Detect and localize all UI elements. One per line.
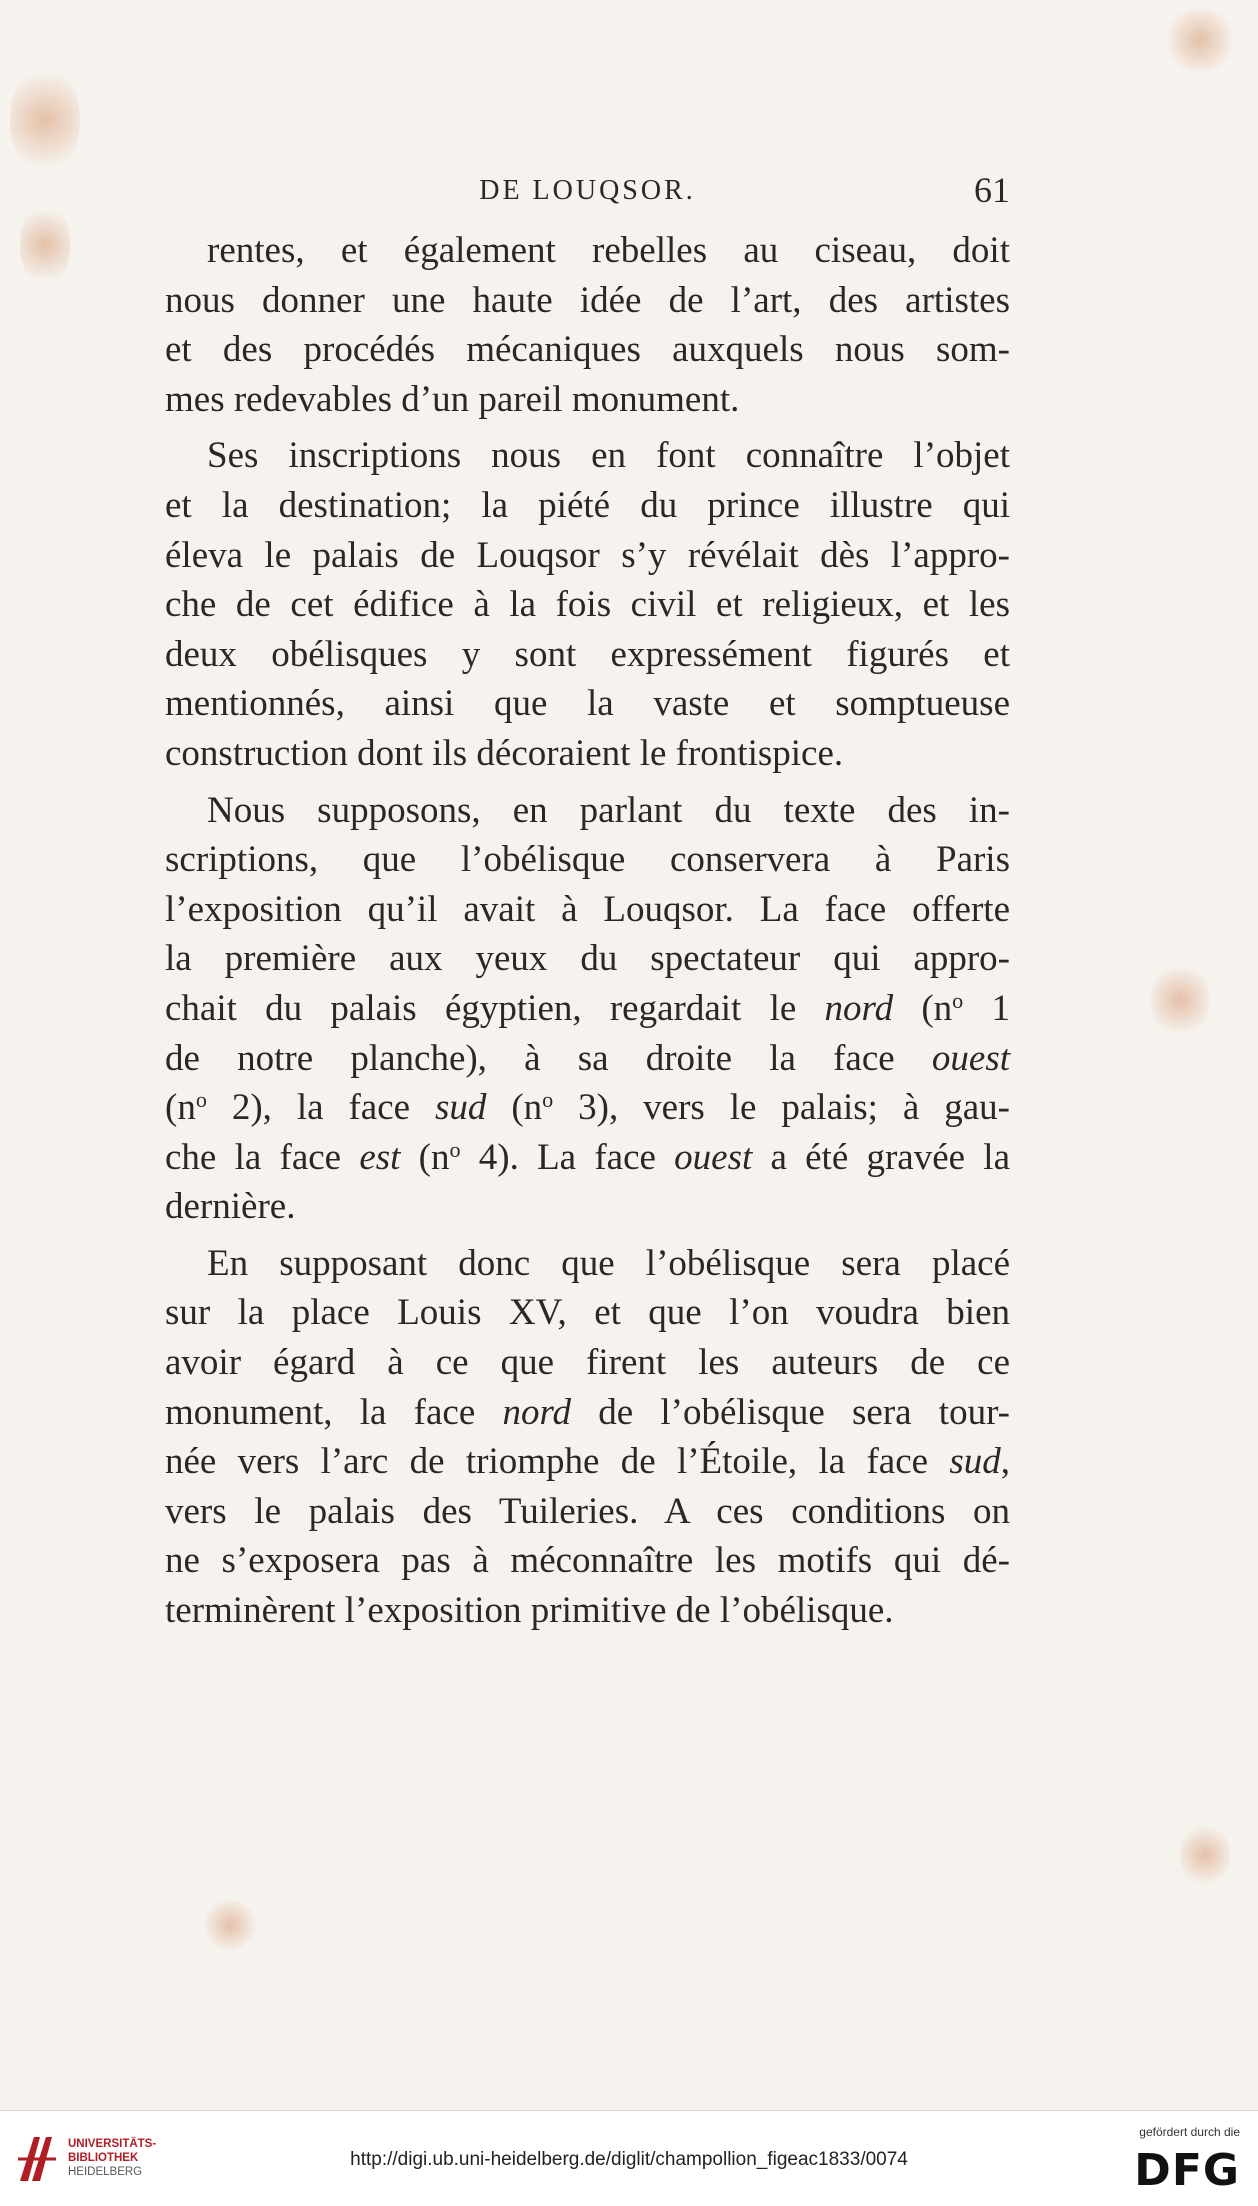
running-head [165, 170, 1010, 215]
library-name-line: HEIDELBERG [68, 2166, 143, 2178]
text-line: En supposant donc que l’obélisque sera placé [207, 1242, 1010, 1284]
text-line: et la destination; la piété du prince illustre qui [165, 484, 1010, 526]
text-line: rentes, et également rebelles au ciseau, doit [207, 230, 1010, 271]
foxing-stain [1180, 1820, 1230, 1890]
text-line: née vers l’arc de triomphe de l’Étoile, la face sud, [165, 1441, 1010, 1483]
text-line: che la face est ($n^o$ 4). La face ouest a été gravée la [165, 1136, 1010, 1178]
dfg-logo: DFG [1134, 2145, 1240, 2196]
text-line: avoir égard à ce que firent les auteurs de ce [165, 1342, 1010, 1384]
text-line: deux obélisques y sont expressément figurés et [165, 633, 1010, 675]
body-text [165, 226, 1010, 1643]
text-line: mentionnés, ainsi que la vaste et somptueuse [165, 683, 1010, 725]
text-line: dernière. [165, 1186, 296, 1228]
page-number: 61 [974, 170, 1010, 210]
paragraph [165, 786, 1010, 1232]
library-name-line: BIBLIOTHEK [68, 2152, 139, 2164]
text-line: éleva le palais de Louqsor s’y révélait dès l’appro- [165, 534, 1010, 576]
text-line: et des procédés mécaniques auxquels nous som- [165, 329, 1010, 371]
text-line: mes redevables d’un pareil monument. [165, 378, 740, 420]
text-line: ne s’exposera pas à méconnaître les motifs qui dé- [165, 1540, 1010, 1582]
foxing-stain [1160, 10, 1240, 70]
library-name-line: UNIVERSITÄTS- [68, 2138, 157, 2150]
text-line: chait du palais égyptien, regardait le nord ($n^o$ 1 [165, 987, 1010, 1029]
text-line: monument, la face nord de l’obélisque sera tour- [165, 1391, 1010, 1433]
paragraph [165, 431, 1010, 778]
funding-note: gefördert durch die [1139, 2125, 1240, 2139]
foxing-stain [200, 1900, 260, 1950]
text-line: terminèrent l’exposition primitive de l’obélisque. [165, 1590, 894, 1632]
text-line: Nous supposons, en parlant du texte des in- [207, 789, 1010, 831]
foxing-stain [10, 60, 80, 180]
text-line: la première aux yeux du spectateur qui appro- [165, 938, 1010, 980]
running-title: DE LOUQSOR. [479, 175, 696, 206]
text-line: de notre planche), à sa droite la face ouest [165, 1037, 1010, 1079]
paragraph [165, 226, 1010, 424]
text-line: l’exposition qu’il avait à Louqsor. La face offerte [165, 888, 1010, 930]
text-line: vers le palais des Tuileries. A ces conditions on [165, 1490, 1010, 1532]
text-line: construction dont ils décoraient le frontispice. [165, 732, 844, 774]
foxing-stain [1150, 960, 1210, 1040]
text-line: Ses inscriptions nous en font connaître l’objet [207, 435, 1010, 477]
text-line: nous donner une haute idée de l’art, des artistes [165, 279, 1010, 321]
permalink-url[interactable]: http://digi.ub.uni-heidelberg.de/diglit/champollion_figeac1833/0074 [350, 2149, 908, 2170]
text-line: sur la place Louis XV, et que l’on voudra bien [165, 1292, 1010, 1334]
paragraph [165, 1239, 1010, 1636]
text-line: che de cet édifice à la fois civil et religieux, et les [165, 584, 1010, 626]
text-line: ($n^o$ 2), la face sud ($n^o$ 3), vers le palais; à gau- [165, 1086, 1010, 1129]
digitization-footer [0, 2110, 1258, 2206]
text-line: scriptions, que l’obélisque conservera à Paris [165, 839, 1010, 881]
foxing-stain [20, 200, 70, 290]
